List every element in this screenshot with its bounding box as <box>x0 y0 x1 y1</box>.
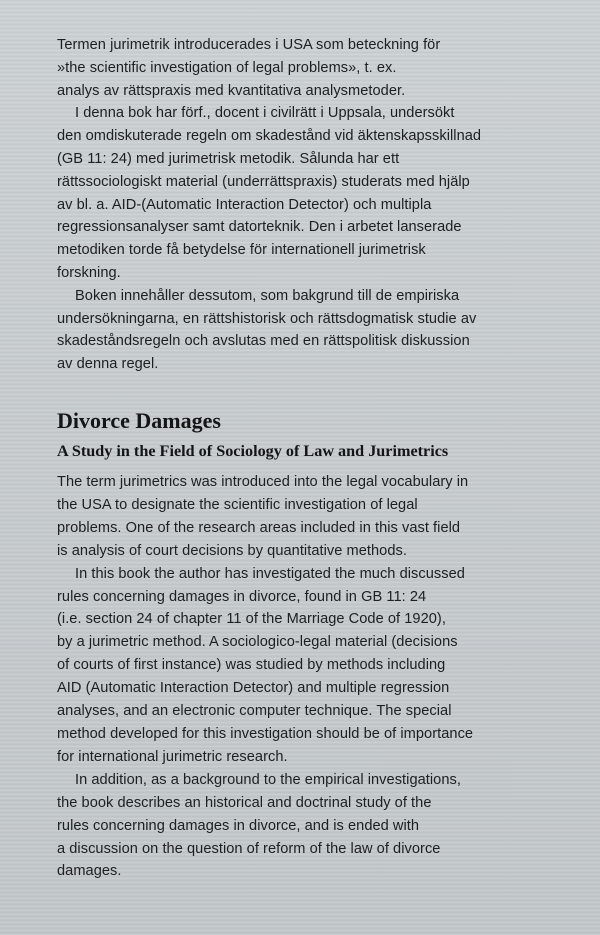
text-line: rules concerning damages in divorce, and is ended with <box>57 817 420 834</box>
text-line: Termen jurimetrik introducerades i USA som beteckning för <box>57 37 441 53</box>
text-line: problems. One of the research areas included in this vast field <box>57 519 461 536</box>
swedish-paragraph-3 <box>57 285 481 376</box>
text-line: In this book the author has investigated the much discussed <box>75 565 465 582</box>
text-line: metodiken torde få betydelse för internationell jurimetrisk <box>57 242 426 259</box>
text-line: for international jurimetric research. <box>57 748 288 765</box>
text-line: av bl. a. AID-(Automatic Interaction Detector) och multipla <box>57 196 432 213</box>
english-paragraph-1 <box>57 471 473 563</box>
english-title: Divorce Damages <box>57 408 221 433</box>
text-line: I denna bok har förf., docent i civilrätt i Uppsala, undersökt <box>75 105 455 122</box>
english-paragraph-3 <box>57 769 473 884</box>
swedish-paragraph-2 <box>57 102 481 284</box>
text-line: The term jurimetrics was introduced into the legal vocabulary in <box>57 474 469 490</box>
text-line: »the scientific investigation of legal problems», t. ex. <box>57 59 397 76</box>
text-line: skadeståndsregeln och avslutas med en rättspolitisk diskussion <box>57 333 470 350</box>
text-line: the USA to designate the scientific investigation of legal <box>57 496 418 513</box>
text-line: av denna regel. <box>57 356 159 373</box>
text-line: damages. <box>57 863 122 880</box>
text-line: is analysis of court decisions by quantitative methods. <box>57 542 407 559</box>
text-line: Boken innehåller dessutom, som bakgrund till de empiriska <box>75 287 460 304</box>
text-line: (i.e. section 24 of chapter 11 of the Marriage Code of 1920), <box>57 611 446 628</box>
english-subtitle: A Study in the Field of Sociology of Law and Jurimetrics <box>57 442 449 460</box>
text-line: of courts of first instance) was studied by methods including <box>57 657 446 674</box>
text-line: the book describes an historical and doctrinal study of the <box>57 794 432 811</box>
text-line: by a jurimetric method. A sociologico-legal material (decisions <box>57 634 458 651</box>
text-line: den omdiskuterade regeln om skadestånd vid äktenskapsskillnad <box>57 128 482 145</box>
text-line: rättssociologiskt material (underrättspraxis) studerats med hjälp <box>57 173 470 190</box>
english-paragraph-2 <box>57 563 473 769</box>
text-line: (GB 11: 24) med jurimetrisk metodik. Sålunda har ett <box>57 150 400 167</box>
swedish-paragraph-1 <box>57 34 481 102</box>
text-line: method developed for this investigation should be of importance <box>57 725 474 742</box>
english-summary <box>57 471 473 883</box>
text-line: analys av rättspraxis med kvantitativa analysmetoder. <box>57 82 406 99</box>
swedish-summary <box>57 34 481 376</box>
text-line: forskning. <box>57 264 121 281</box>
text-line: rules concerning damages in divorce, found in GB 11: 24 <box>57 588 427 605</box>
text-line: undersökningarna, en rättshistorisk och rättsdogmatisk studie av <box>57 310 477 327</box>
text-line: analyses, and an electronic computer technique. The special <box>57 703 452 720</box>
text-line: In addition, as a background to the empirical investigations, <box>75 771 461 788</box>
text-line: AID (Automatic Interaction Detector) and multiple regression <box>57 680 450 697</box>
text-line: a discussion on the question of reform of the law of divorce <box>57 840 441 857</box>
text-line: regressionsanalyser samt datorteknik. Den i arbetet lanserade <box>57 219 462 236</box>
